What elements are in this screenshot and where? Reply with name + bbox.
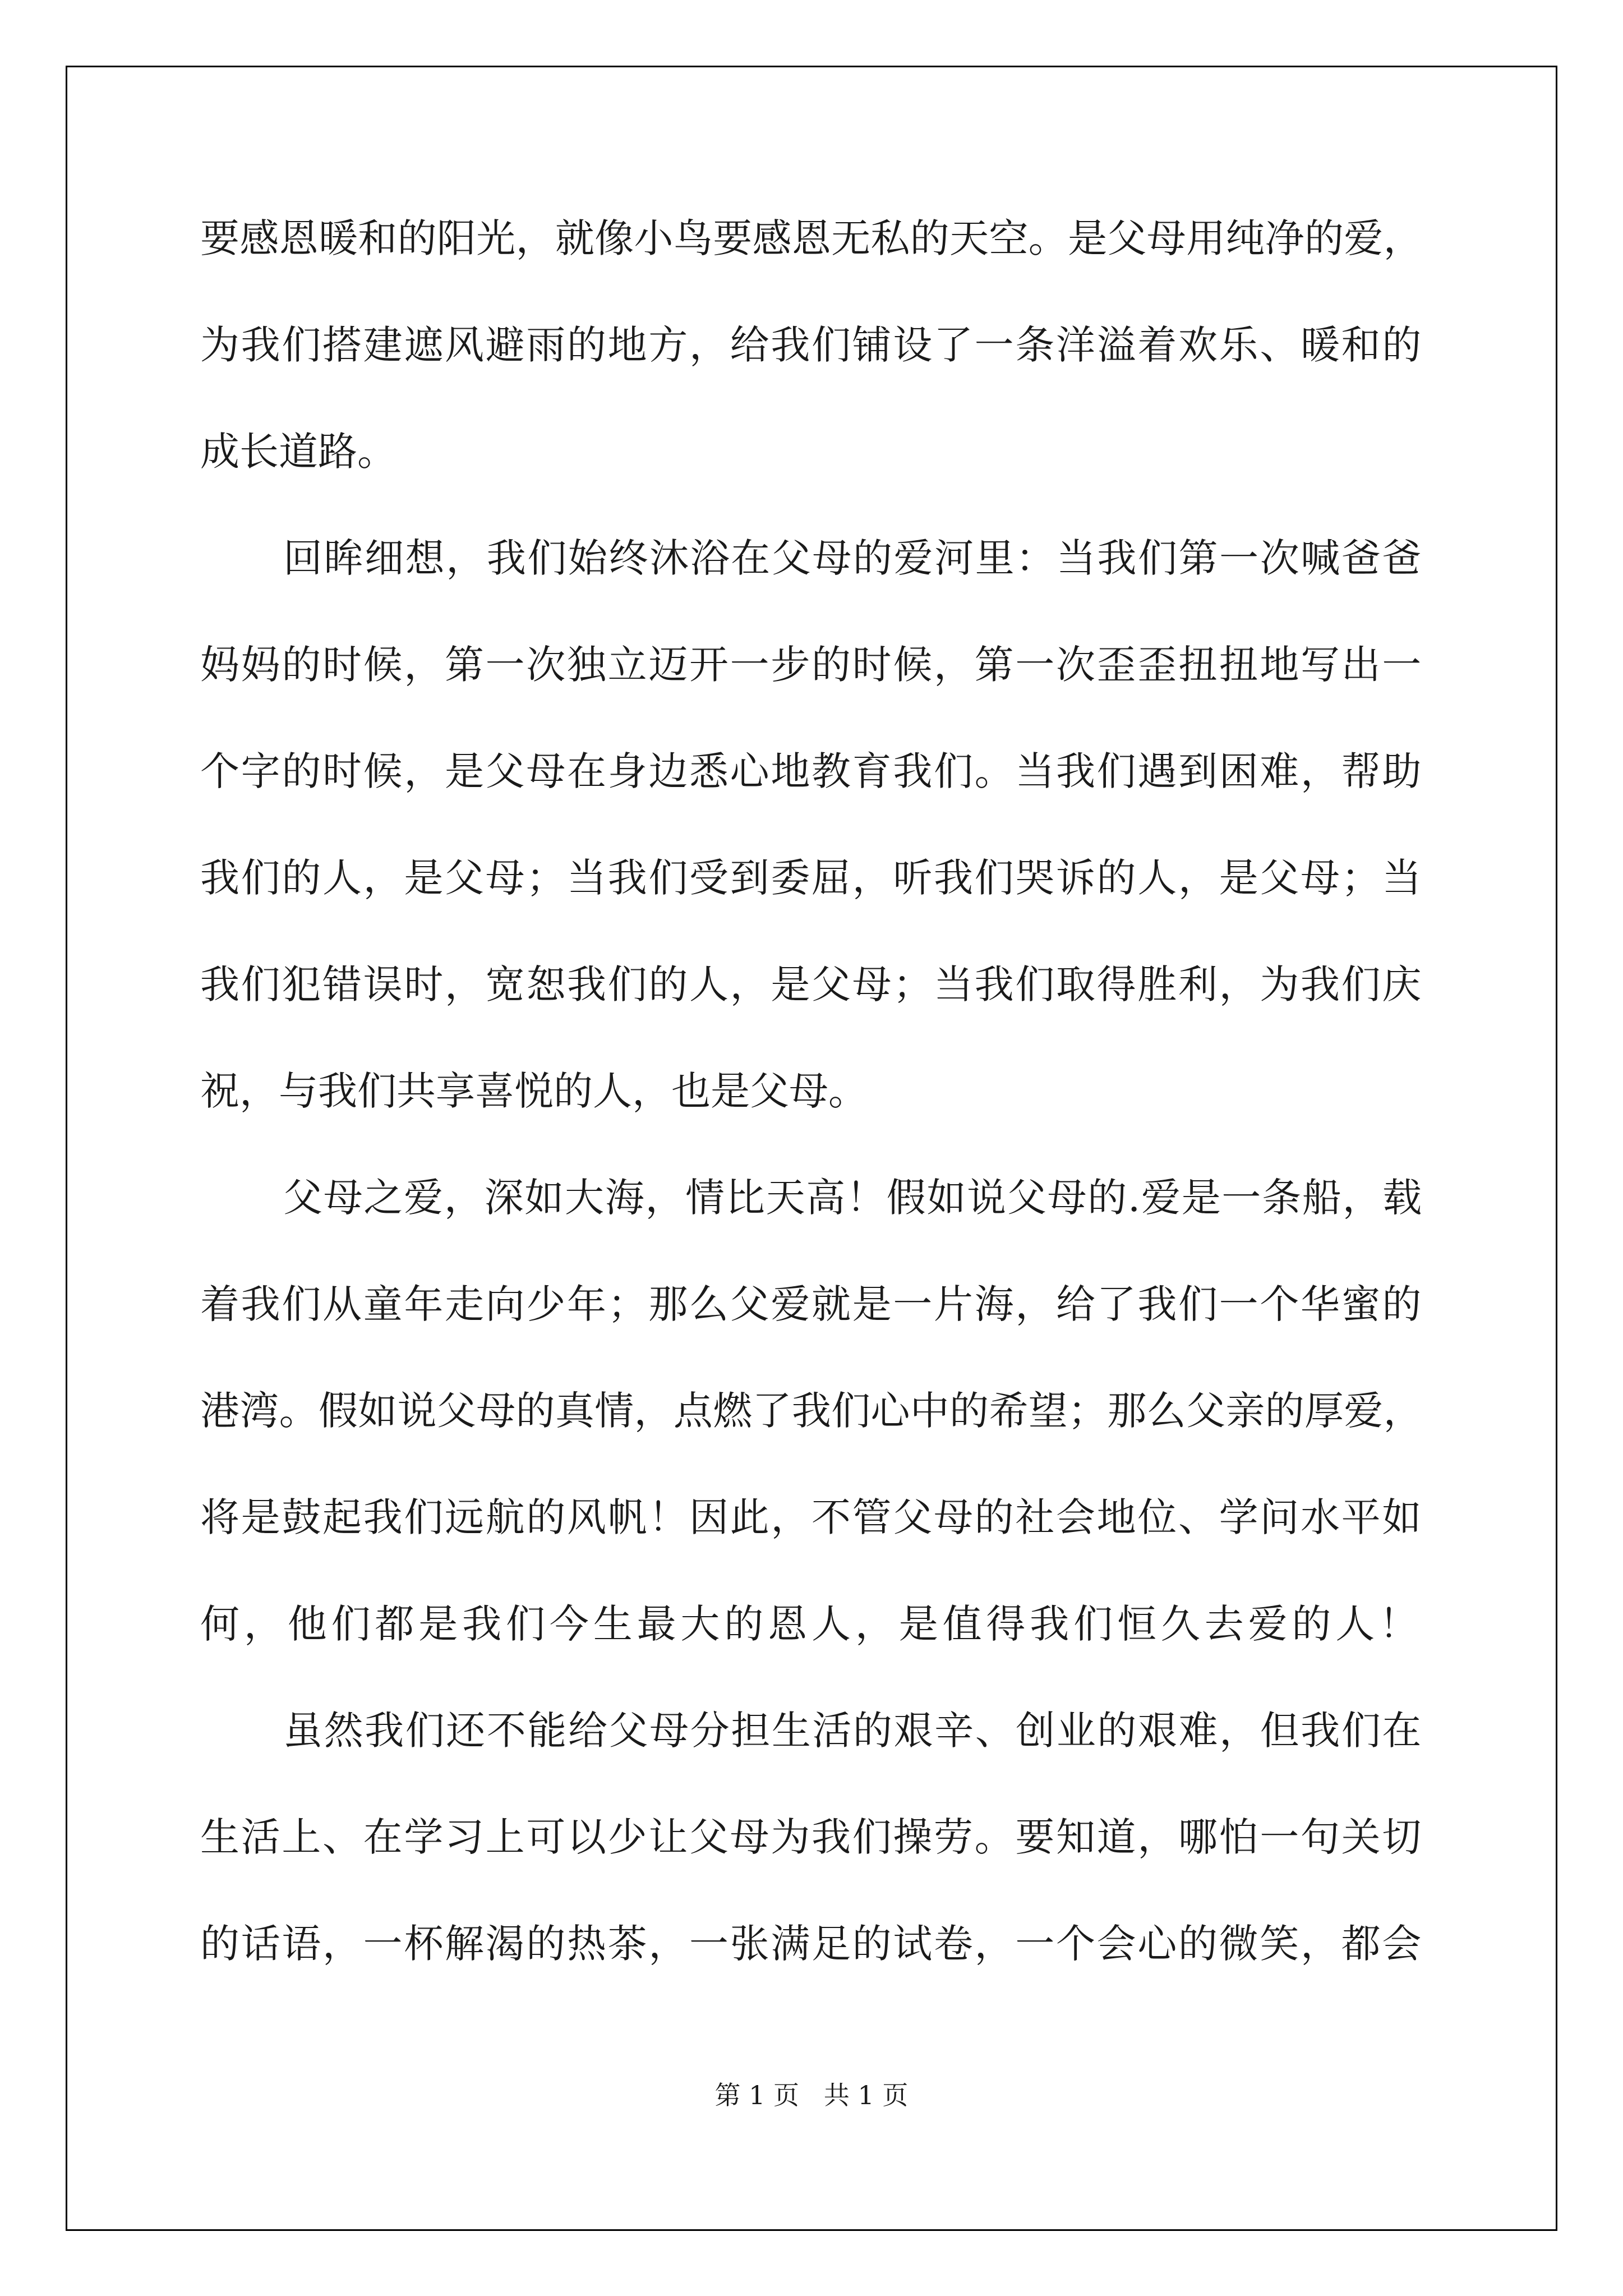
text-line: 为我们搭建遮风避雨的地方，给我们铺设了一条洋溢着欢乐、暖和的 bbox=[200, 322, 1423, 368]
text-line: 着我们从童年走向少年；那么父爱就是一片海，给了我们一个华蜜的 bbox=[200, 1281, 1423, 1327]
page-footer: 第 1 页 共 1 页 bbox=[714, 2080, 909, 2110]
text-line: 个字的时候，是父母在身边悉心地教育我们。当我们遇到困难，帮助 bbox=[200, 748, 1423, 794]
paragraph-start-line: 父母之爱，深如大海，情比天高！假如说父母的.爱是一条船，载 bbox=[283, 1175, 1423, 1221]
text-line: 生活上、在学习上可以少让父母为我们操劳。要知道，哪怕一句关切 bbox=[200, 1814, 1423, 1860]
text-line: 我们犯错误时，宽恕我们的人，是父母；当我们取得胜利，为我们庆 bbox=[200, 961, 1423, 1007]
text-line: 祝，与我们共享喜悦的人，也是父母。 bbox=[200, 1068, 868, 1114]
paragraph-start-line: 虽然我们还不能给父母分担生活的艰辛、创业的艰难，但我们在 bbox=[283, 1708, 1423, 1754]
text-line: 的话语，一杯解渴的热茶，一张满足的试卷，一个会心的微笑，都会 bbox=[200, 1921, 1423, 1967]
text-line: 何，他们都是我们今生最大的恩人，是值得我们恒久去爱的人！ bbox=[200, 1601, 1423, 1647]
text-line: 我们的人，是父母；当我们受到委屈，听我们哭诉的人，是父母；当 bbox=[200, 855, 1423, 901]
body-text bbox=[200, 208, 1423, 2019]
text-line: 妈妈的时候，第一次独立迈开一步的时候，第一次歪歪扭扭地写出一 bbox=[200, 642, 1423, 688]
paragraph-start-line: 回眸细想，我们始终沐浴在父母的爱河里：当我们第一次喊爸爸 bbox=[283, 535, 1423, 581]
text-line: 要感恩暖和的阳光，就像小鸟要感恩无私的天空。是父母用纯净的爱， bbox=[200, 215, 1423, 261]
text-line: 成长道路。 bbox=[200, 429, 396, 475]
text-line: 将是鼓起我们远航的风帆！因此，不管父母的社会地位、学问水平如 bbox=[200, 1494, 1423, 1540]
text-line: 港湾。假如说父母的真情，点燃了我们心中的希望；那么父亲的厚爱， bbox=[200, 1388, 1423, 1434]
